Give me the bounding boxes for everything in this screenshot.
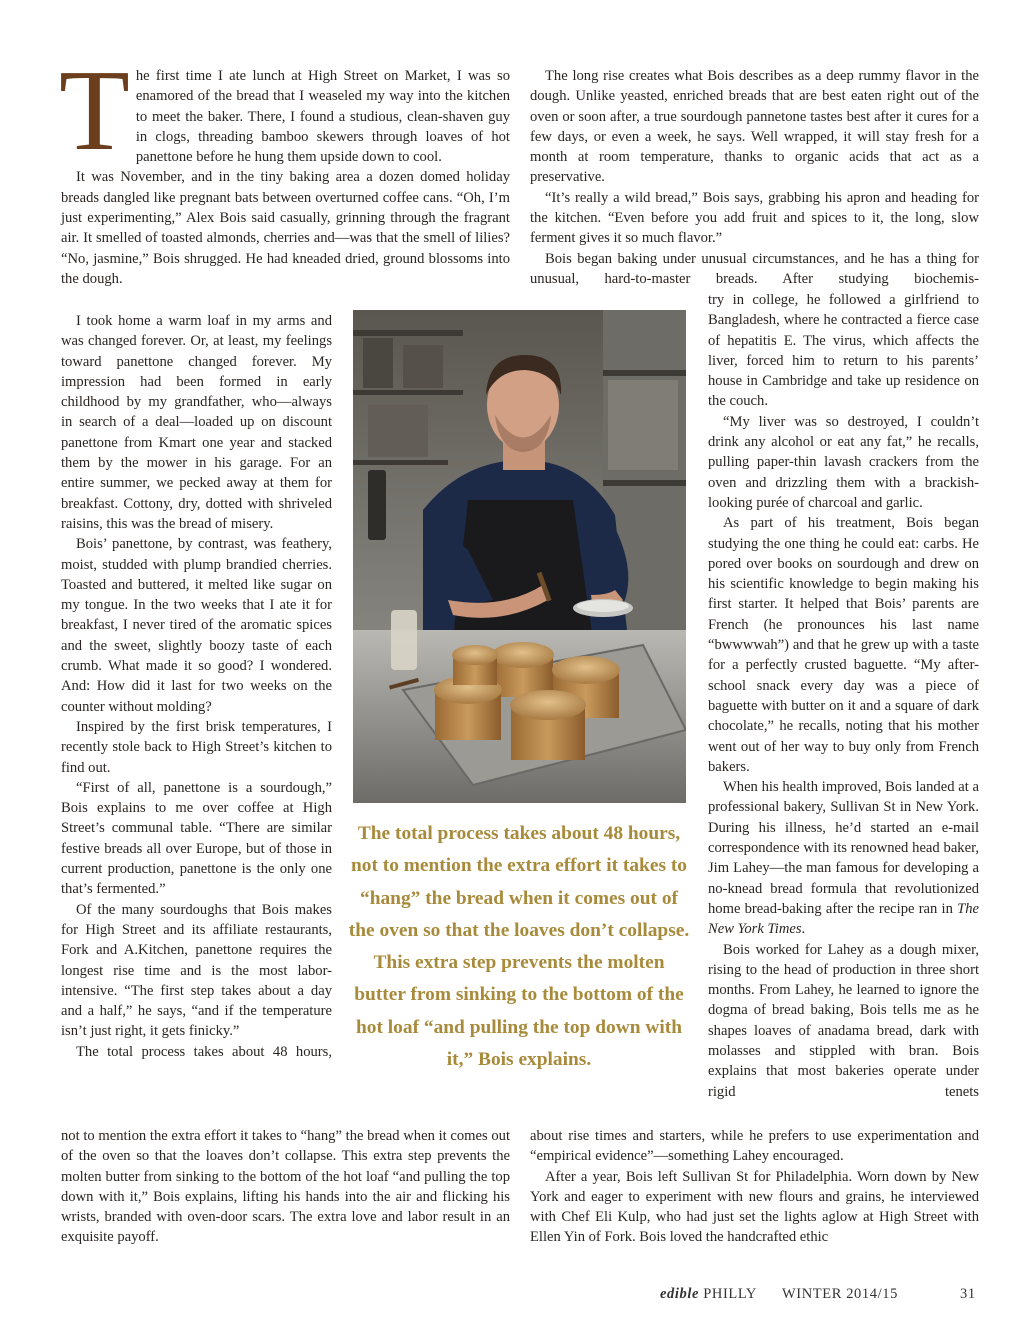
- col1-narrow-text: [61, 311, 332, 1062]
- pull-quote: The total process takes about 48 hours, not to mention the extra effort it takes to “hang” the bread when it comes out of the oven so that the loaves don’t collapse. This extra step prevents the molten butter from sinking to the bottom of the hot loaf “and pulling the top down with it,” Bois explains.: [348, 823, 690, 1071]
- paragraph: about rise times and starters, while he prefers to use experimentation and “empirical evidence”—something Lahey encouraged.: [530, 1128, 979, 1165]
- paragraph: “First of all, panettone is a sourdough,” Bois explains to me over coffee at High Street’s communal table. “There are similar festive breads all over Europe, but of those in current production, panettone is the only one that’s fermented.”: [61, 779, 332, 898]
- paragraph: As part of his treatment, Bois began studying the one thing he could eat: carbs. He pored over books on sourdough and drew on his scientific knowledge to begin making his first starter. It helped that Bois’ parents are French (he pronounces his last name “bwwwwah”) and that he grew up with a taste for a perfectly crusted baguette. “My after-school snack every day was a piece of baguette with butter on it and a square of dark chocolate,” he recalls, noting that his mother went out of her way to buy only from French bakers.: [708, 515, 979, 775]
- col2-narrow-text: [708, 290, 979, 1102]
- paragraph: Inspired by the first brisk temperatures, I recently stole back to High Street’s kitchen to find out.: [61, 718, 332, 776]
- page-footer: [660, 1284, 980, 1304]
- col2-bottom-text: [530, 1126, 979, 1248]
- drop-cap: T: [59, 47, 130, 175]
- paragraph: [708, 777, 979, 939]
- paragraph-text: he first time I ate lunch at High Street on Market, I was so enamored of the bread that I weaseled my way into the kitchen to meet the baker. There, I found a studious, clean-shaven guy in clogs, threading bamboo skewers through loaves of hot panettone before he hung them upside down to cool.: [135, 68, 510, 166]
- baker-photo: [353, 310, 686, 803]
- paragraph: not to mention the extra effort it takes to “hang” the bread when it comes out of the oven so that the loaves don’t collapse. This extra step prevents the molten butter from sinking to the bottom of the hot loaf “and pulling the top down with it,” Bois explains, lifting his hands into the air and flicking his wrists, branded with oven-door scars. The extra love and labor result in an exquisite payoff.: [61, 1128, 510, 1246]
- page-number: 31: [960, 1286, 976, 1302]
- magazine-name-rest: PHILLY: [699, 1286, 757, 1302]
- paragraph: It was November, and in the tiny baking area a dozen domed holiday breads dangled like pregnant bats between overturned coffee cans. “Oh, I’m just experimenting,” Alex Bois said casually, grinning through the fragrant air. It smelled of toasted almonds, cherries and—was that the smell of lilies? “No, jasmine,” Bois shrugged. He had kneaded dried, ground blossoms into the dough.: [61, 169, 510, 287]
- paragraph: Bois began baking under unusual circumstances, and he has a thing for unusual, hard-to-master breads. After studying biochemis-: [530, 250, 979, 287]
- paragraph: Bois’ panettone, by contrast, was feathery, moist, studded with plump brandied cherries. Toasted and buttered, it melted like sugar on my tongue. In the two weeks that I ate it for breakfast, I never tired of the aromatic spices and the sweet, slightly boozy taste of each crumb. What made it so good? I wondered. And: How did it last for two weeks on the counter without molding?: [61, 536, 332, 715]
- magazine-name: [660, 1286, 757, 1302]
- paragraph-text: When his health improved, Bois landed at a professional bakery, Sullivan St in New York. During his illness, he’d started an e-mail correspondence with its renowned head baker, Jim Lahey—the man famous for developing a no-knead bread formula that revolutionized home bread-baking after the recipe ran in: [708, 779, 979, 917]
- col1-bottom-text: [61, 1126, 510, 1248]
- col2-top-text: [530, 66, 979, 289]
- paragraph: After a year, Bois left Sullivan St for Philadelphia. Worn down by New York and eager to experiment with new flours and grains, he interviewed with Chef Eli Kulp, who had just set the lights aglow at High Street with Ellen Yin of Fork. Bois loved the handcrafted ethic: [530, 1168, 979, 1246]
- paragraph: “My liver was so destroyed, I couldn’t drink any alcohol or eat any fat,” he recalls, pulling paper-thin lavash crackers from the oven and drizzling them with a brackish-looking purée of charcoal and garlic.: [708, 413, 979, 511]
- paragraph: The total process takes about 48 hours,: [76, 1043, 332, 1060]
- paragraph: Bois worked for Lahey as a dough mixer, rising to the head of production in three short months. From Lahey, he learned to ignore the dogma of bread baking, Bois tells me as he shapes loaves of anadama bread, dark with molasses and stippled with bran. Bois explains that most bakeries operate under rigid tenets: [708, 941, 979, 1100]
- issue-season: WINTER 2014/15: [782, 1286, 898, 1302]
- paragraph: Of the many sourdoughs that Bois makes for High Street and its affiliate restaurants, Fork and A.Kitchen, panettone requires the longest rise time and is the most labor-intensive. “The first step takes about a day and a half,” he says, “and if the temperature isn’t just right, it gets finicky.”: [61, 901, 332, 1040]
- newspaper-title: The New York Times: [708, 900, 979, 938]
- magazine-name-italic: edible: [660, 1286, 700, 1302]
- paragraph: [59, 47, 510, 175]
- paragraph: “It’s really a wild bread,” Bois says, grabbing his apron and heading for the kitchen. “Even before you add fruit and spices to it, the long, slow ferment gives it so much flavor.”: [530, 189, 979, 247]
- paragraph: I took home a warm loaf in my arms and was changed forever. Or, at least, my feelings toward panettone changed forever. My impression had been formed in early childhood by my grandfather, who—always in search of a deal—loaded up on discount panettone from Kmart one year and stacked them by the mower in his garage. For an entire summer, we pecked away at them for breakfast. Cottony, dry, dotted with shriveled raisins, this was the bread of misery.: [61, 313, 332, 532]
- paragraph: The long rise creates what Bois describes as a deep rummy flavor in the dough. Unlike yeasted, enriched breads that are best eaten right out of the oven or soon after, a true sourdough pannetone tastes best after it cures for a few days, or even a week, he says. Well wrapped, it will stay fresh for a month at room temperature, thanks to organic acids that act as a preservative.: [530, 68, 979, 186]
- paragraph-text: .: [801, 921, 806, 938]
- col1-top-text: [59, 47, 510, 289]
- paragraph: try in college, he followed a girlfriend to Bangladesh, where he contracted a fierce case of hepatitis E. The virus, which affects the liver, forced him to return to his parents’ house in Cambridge and take up residence on the couch.: [708, 292, 979, 410]
